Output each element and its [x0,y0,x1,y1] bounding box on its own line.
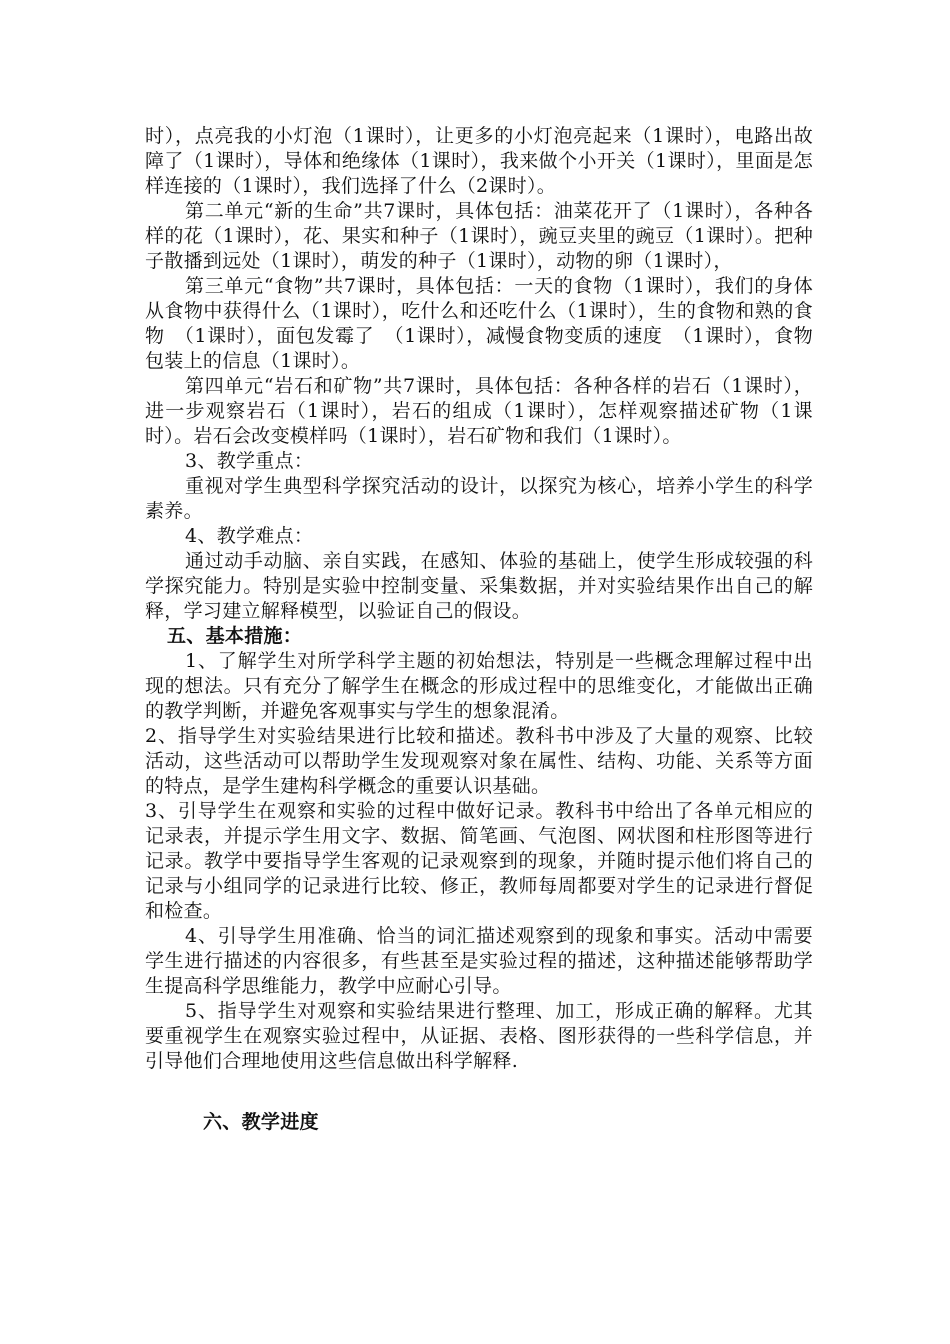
key-points-body: 重视对学生典型科学探究活动的设计，以探究为核心，培养小学生的科学素养。 [145,475,813,522]
measure-5: 5、指导学生对观察和实验结果进行整理、加工，形成正确的解释。尤其要重视学生在观察实验过程中，从证据、表格、图形获得的一些科学信息，并引导他们合理地使用这些信息做出科学解释. [145,1000,813,1072]
measure-2: 2、指导学生对实验结果进行比较和描述。教科书中涉及了大量的观察、比较活动，这些活动可以帮助学生发现观察对象在属性、结构、功能、关系等方面的特点，是学生建构科学概念的重要认识基础。 [145,725,813,797]
difficulties-title: 4、教学难点： [185,525,314,547]
document-page [145,124,813,1135]
measure-4: 4、引导学生用准确、恰当的词汇描述观察到的现象和事实。活动中需要学生进行描述的内容很多，有些甚至是实验过程的描述，这种描述能够帮助学生提高科学思维能力，教学中应耐心引导。 [145,925,813,997]
difficulties-body: 通过动手动脑、亲自实践，在感知、体验的基础上，使学生形成较强的科学探究能力。特别是实验中控制变量、采集数据，并对实验结果作出自己的解释，学习建立解释模型，以验证自己的假设。 [145,550,813,622]
unit3-paragraph: 第三单元“食物”共7课时，具体包括：一天的食物（1课时），我们的身体从食物中获得什么（1课时），吃什么和还吃什么（1课时），生的食物和熟的食物 （1课时），面包发霉了 （1课时），减慢食物变质的速度 （1课时），食物包装上的信息（1课时）。 [145,275,813,372]
measure-1: 1、了解学生对所学科学主题的初始想法，特别是一些概念理解过程中出现的想法。只有充分了解学生在概念的形成过程中的思维变化，才能做出正确的教学判断，并避免客观事实与学生的想象混淆。 [145,650,813,722]
unit4-paragraph: 第四单元“岩石和矿物”共7课时，具体包括：各种各样的岩石（1课时），进一步观察岩石（1课时），岩石的组成（1课时），怎样观察描述矿物（1课时）。岩石会改变模样吗（1课时），岩石矿物和我们（1课时）。 [145,375,813,447]
key-points-title: 3、教学重点： [185,450,314,472]
measure-3: 3、引导学生在观察和实验的过程中做好记录。教科书中给出了各单元相应的记录表，并提示学生用文字、数据、简笔画、气泡图、网状图和柱形图等进行记录。教学中要指导学生客观的记录观察到的现象，并随时提示他们将自己的记录与小组同学的记录进行比较、修正，教师每周都要对学生的记录进行督促和检查。 [145,800,813,922]
unit1-continuation: 时），点亮我的小灯泡（1课时），让更多的小灯泡亮起来（1课时），电路出故障了（1课时），导体和绝缘体（1课时），我来做个小开关（1课时），里面是怎样连接的（1课时），我们选择了什么（2课时）。 [145,125,813,197]
section-5-heading: 五、基本措施： [167,625,303,647]
section-6-heading: 六、教学进度 [203,1111,319,1133]
unit2-paragraph: 第二单元“新的生命”共7课时，具体包括：油菜花开了（1课时），各种各样的花（1课时），花、果实和种子（1课时），豌豆夹里的豌豆（1课时）。把种子散播到远处（1课时），萌发的种子（1课时），动物的卵（1课时）， [145,200,813,272]
